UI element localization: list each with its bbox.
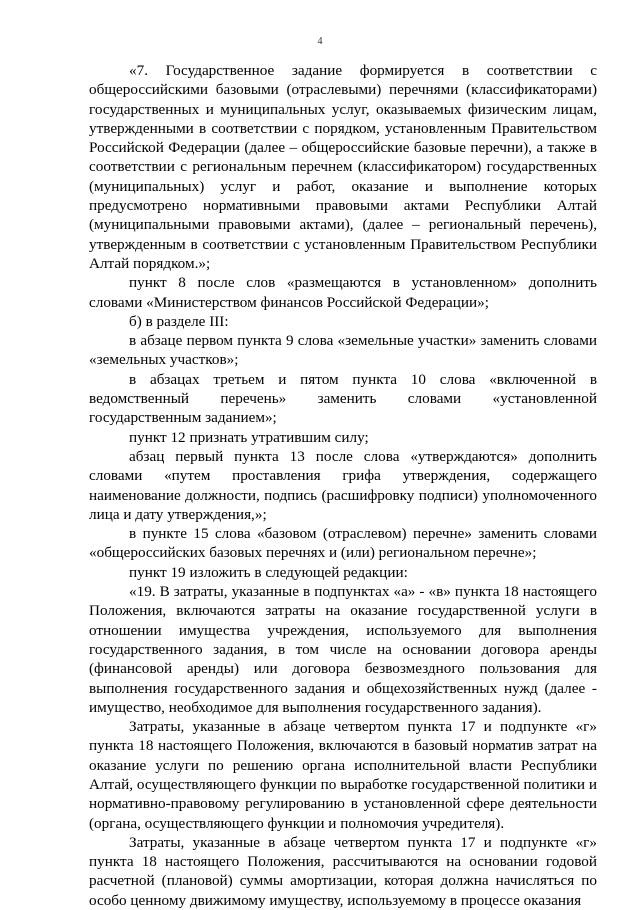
paragraph-section-iii-heading: б) в разделе III: bbox=[129, 312, 229, 330]
paragraph-costs-calculated: Затраты, указанные в абзаце четвертом пункта 17 и подпункте «г» пункта 18 настоящего Положения, рассчитываются на основании годовой расчетной (плановой) суммы амортизации, которая должна начисляться по особо ценному движимому имуществу, используемому в процессе оказания bbox=[89, 833, 597, 909]
page-number: 4 bbox=[317, 36, 323, 47]
document-body bbox=[89, 61, 597, 910]
paragraph-clause-8-amendment: пункт 8 после слов «размещаются в установленном» дополнить словами «Министерством финансов Российской Федерации»; bbox=[89, 274, 597, 311]
paragraph-clause-12-repeal: пункт 12 признать утратившим силу; bbox=[129, 428, 369, 446]
paragraph-clause-19-intro: пункт 19 изложить в следующей редакции: bbox=[129, 563, 408, 581]
paragraph-clause-15-amendment: в пункте 15 слова «базовом (отраслевом) перечне» заменить словами «общероссийских базовых перечнях и (или) региональном перечне»; bbox=[89, 525, 597, 562]
paragraph-costs-included: Затраты, указанные в абзаце четвертом пункта 17 и подпункте «г» пункта 18 настоящего Положения, включаются в базовый норматив затрат на оказание услуги по решению органа исполнительной власти Республики Алтай, осуществляющего функции по выработке государственной политики и нормативно-правовому регулированию в установленной сфере деятельности (органа, осуществляющего функции и полномочия учредителя). bbox=[89, 718, 597, 832]
paragraph-clause-7: «7. Государственное задание формируется в соответствии с общероссийскими базовыми (отраслевыми) перечнями (классификаторами) государственных и муниципальных услуг, оказываемых физическим лицам, утвержденными в соответствии с порядком, установленным Правительством Российской Федерации (далее – общероссийские базовые перечни), а также в соответствии с региональным перечнем (классификатором) государственных (муниципальных) услуг и работ, оказание и выполнение которых предусмотрено нормативными правовыми актами Республики Алтай (муниципальными правовыми актами), (далее – региональный перечень), утвержденным в соответствии с установленным Правительством Республики Алтай порядком.»; bbox=[89, 62, 597, 272]
paragraph-clause-10-amendment: в абзацах третьем и пятом пункта 10 слова «включенной в ведомственный перечень» заменить словами «установленной государственным заданием»; bbox=[89, 370, 597, 427]
paragraph-clause-19-text: «19. В затраты, указанные в подпунктах «а» - «в» пункта 18 настоящего Положения, включаются затраты на оказание государственной услуги в отношении имущества учреждения, используемого для выполнения государственного задания, в том числе на основании договора аренды (финансовой аренды) или договора безвозмездного пользования для выполнения государственного задания и общехозяйственных нужд (далее - имущество, необходимое для выполнения государственного задания). bbox=[89, 583, 597, 716]
paragraph-clause-13-amendment: абзац первый пункта 13 после слова «утверждаются» дополнить словами «путем проставления грифа утверждения, содержащего наименование должности, подпись (расшифровку подписи) уполномоченного лица и дату утверждения,»; bbox=[89, 447, 597, 523]
paragraph-clause-9-amendment: в абзаце первом пункта 9 слова «земельные участки» заменить словами «земельных участков»; bbox=[89, 332, 597, 369]
